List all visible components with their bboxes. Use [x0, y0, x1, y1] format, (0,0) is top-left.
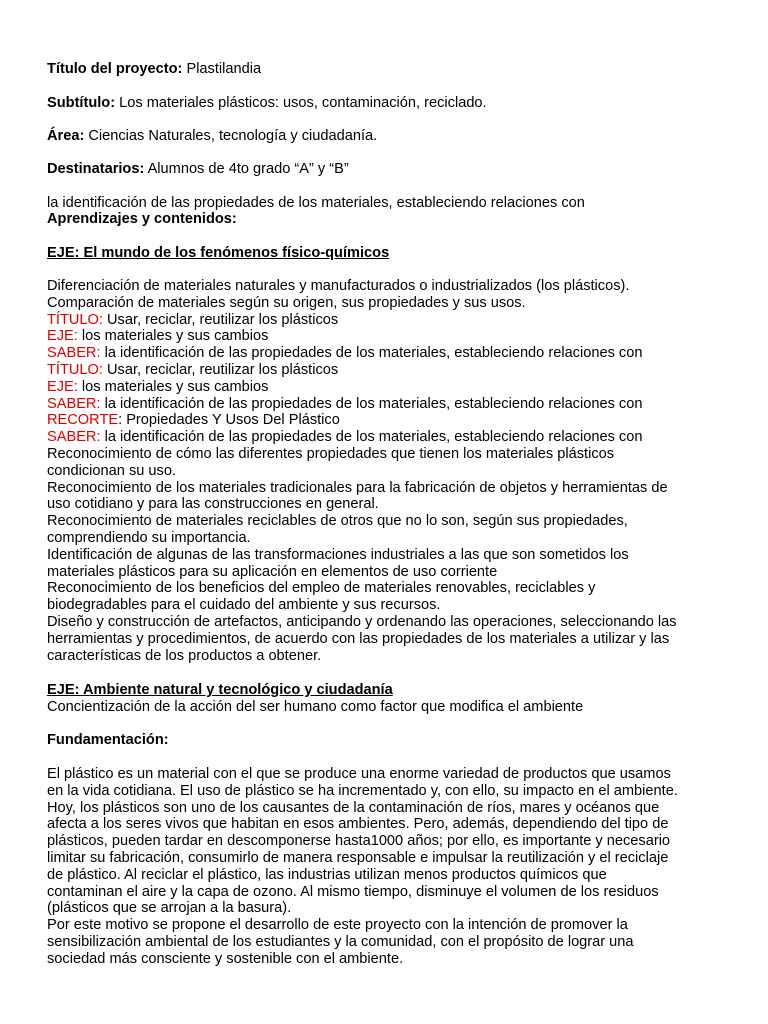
subtitle-line — [47, 95, 727, 112]
paragraph-line: El plástico es un material con el que se produce una enorme variedad de productos que usamos — [47, 766, 671, 782]
eje2-line: Concientización de la acción del ser humano como factor que modifica el ambiente — [47, 699, 584, 715]
subtitle-label: Subtítulo: — [47, 95, 116, 111]
content-line: SABER: la identificación de las propiedades de los materiales, estableciendo relaciones con — [47, 345, 643, 362]
paragraph-line: (plásticos que se arrojan a la basura). — [47, 900, 292, 917]
red-label: SABER: — [47, 345, 101, 362]
paragraph-line: sensibilización ambiental de los estudiantes y la comunidad, con el propósito de lograr una — [47, 933, 634, 950]
content-line: TÍTULO: Usar, reciclar, reutilizar los plásticos — [47, 311, 339, 328]
eje1-heading-text: EJE: El mundo de los fenómenos físico-químicos — [47, 245, 390, 261]
content-line: EJE: los materiales y sus cambios — [47, 378, 269, 395]
paragraph-line: plásticos, pueden tardar en descomponerse hasta1000 años; por ello, es importante y necesario — [47, 833, 671, 850]
red-label: EJE: — [47, 328, 78, 345]
content-line: Reconocimiento de los beneficios del empleo de materiales renovables, reciclables y — [47, 580, 596, 597]
content-line: SABER: la identificación de las propiedades de los materiales, estableciendo relaciones con — [47, 395, 643, 412]
paragraph-line: de plástico. Al reciclar el plástico, las industrias utilizan menos productos químicos que — [47, 866, 607, 883]
eje2-heading-text: EJE: Ambiente natural y tecnológico y ciudadanía — [47, 682, 393, 698]
fundamentacion-heading: Fundamentación: — [47, 732, 169, 748]
content-line: uso cotidiano y para las construcciones en general. — [47, 496, 379, 513]
area-line — [47, 128, 727, 145]
content-line: comprendiendo su importancia. — [47, 529, 251, 546]
content-line: SABER: la identificación de las propiedades de los materiales, estableciendo relaciones con — [47, 429, 643, 446]
content-line: Identificación de algunas de las transformaciones industriales a las que son sometidos los — [47, 546, 629, 563]
red-label: SABER: — [47, 429, 101, 446]
content-line: herramientas y procedimientos, de acuerdo con las propiedades de los materiales a utilizar y las — [47, 630, 670, 647]
paragraph-line: limitar su fabricación, consumirlo de manera responsable e impulsar la reutilización y el reciclaje — [47, 849, 669, 866]
eje1-content — [47, 278, 727, 664]
content-line: EJE: los materiales y sus cambios — [47, 328, 269, 345]
content-line: Diferenciación de materiales naturales y manufacturados o industrializados (los plásticos). — [47, 278, 630, 294]
red-label: EJE: — [47, 378, 78, 395]
eje1-heading — [47, 245, 727, 262]
area-label: Área: — [47, 128, 85, 144]
red-label: TÍTULO: — [47, 361, 103, 378]
project-title-label: Título del proyecto: — [47, 61, 183, 77]
content-line: Diseño y construcción de artefactos, anticipando y ordenando las operaciones, seleccionando las — [47, 613, 677, 630]
fundamentacion-body — [47, 766, 727, 968]
paragraph-line: Hoy, los plásticos son uno de los causantes de la contaminación de ríos, mares y océanos que — [47, 799, 660, 816]
red-label: SABER: — [47, 395, 101, 412]
content-line: Comparación de materiales según su origen, sus propiedades y sus usos. — [47, 294, 526, 311]
project-title-line — [47, 61, 727, 78]
recipients-label: Destinatarios: — [47, 161, 145, 177]
content-line: condicionan su uso. — [47, 462, 176, 479]
red-label: TÍTULO: — [47, 311, 103, 328]
content-line: biodegradables para el cuidado del ambiente y sus recursos. — [47, 597, 441, 614]
recipients-line — [47, 161, 727, 178]
paragraph-line: Por este motivo se propone el desarrollo de este proyecto con la intención de promover la — [47, 917, 628, 934]
content-line: RECORTE: Propiedades Y Usos Del Plástico — [47, 412, 340, 429]
recipients-value: Alumnos de 4to grado “A” y “B” — [144, 161, 349, 177]
eje2-heading — [47, 682, 727, 699]
paragraph-line: sociedad más consciente y sostenible con el ambiente. — [47, 950, 404, 967]
subtitle-value: Los materiales plásticos: usos, contaminación, reciclado. — [115, 95, 487, 111]
content-line: materiales plásticos para su aplicación en elementos de uso corriente — [47, 563, 498, 580]
paragraph-line: en la vida cotidiana. El uso de plástico se ha incrementado y, con ello, su impacto en el ambiente. — [47, 782, 678, 799]
intro-line: la identificación de las propiedades de los materiales, estableciendo relaciones con — [47, 195, 585, 211]
area-value: Ciencias Naturales, tecnología y ciudadanía. — [84, 128, 378, 144]
learning-heading: Aprendizajes y contenidos: — [47, 211, 237, 227]
paragraph-line: contaminan el aire y la capa de ozono. Al mismo tiempo, disminuye el volumen de los residuos — [47, 883, 659, 900]
red-label: RECORTE — [47, 412, 119, 429]
content-line: características de los productos a obtener. — [47, 647, 322, 664]
project-title-value: Plastilandia — [182, 61, 262, 77]
content-line: TÍTULO: Usar, reciclar, reutilizar los plásticos — [47, 361, 339, 378]
content-line: Reconocimiento de materiales reciclables de otros que no lo son, según sus propiedades, — [47, 513, 628, 530]
content-line: Reconocimiento de cómo las diferentes propiedades que tienen los materiales plásticos — [47, 445, 615, 462]
content-line: Reconocimiento de los materiales tradicionales para la fabricación de objetos y herramientas de — [47, 479, 668, 496]
paragraph-line: afecta a los seres vivos que habitan en esos ambientes. Pero, además, dependiendo del tipo de — [47, 816, 669, 833]
